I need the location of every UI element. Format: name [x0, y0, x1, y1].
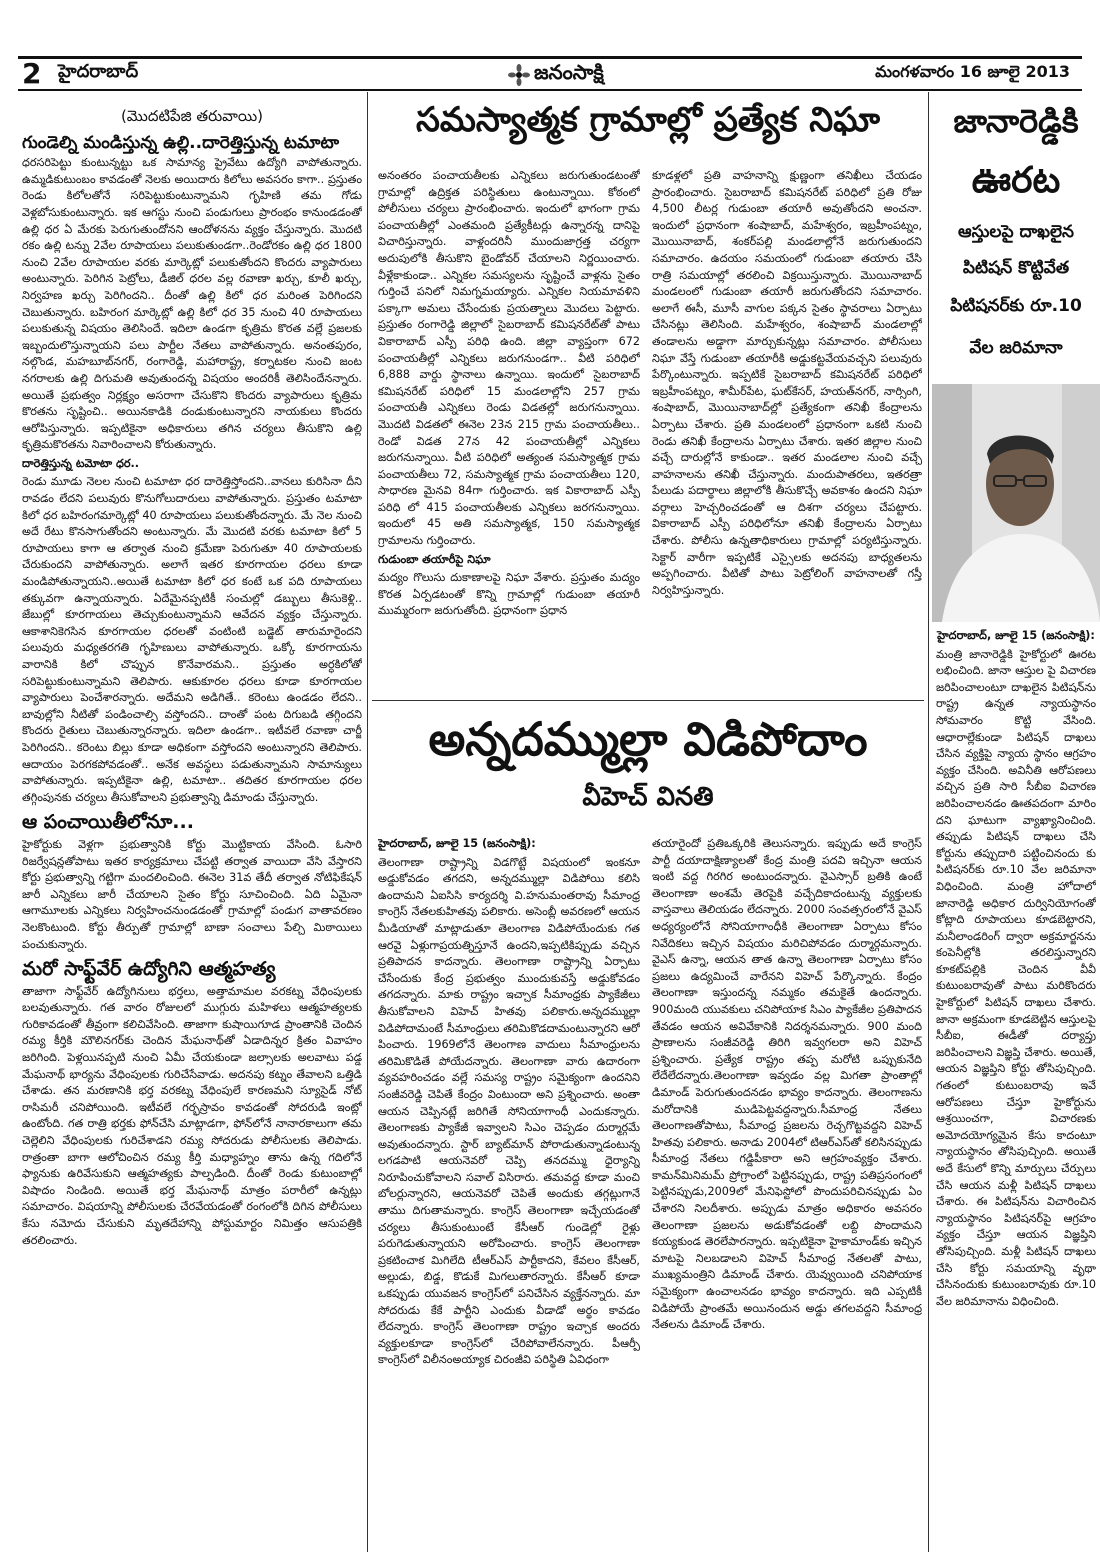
- person-portrait-icon: [932, 384, 1100, 622]
- paragraph: తెలంగాణా రాష్ట్రాన్ని విడగొట్టే విషయంలో ఇంకనూ అడ్డుకోవడం తగదని, అన్నదమ్ముల్లా విడిపోయి కలిసి ఉందామని ఏఐసిసి కార్యదర్శి వి.హనుమంతరావు సీమాంధ్ర కాంగ్రెస్ నేతలకుహితవు పలికారు. అసెంబ్లీ అవరణలో ఆయన మీడియాతో మాట్లాడుతూ తెలంగాణ విడిపోయేందుకు గత ఆరవై ఏళ్లుగాప్రయత్నిస్తూనే ఉందని,ఇప్పటికిప్పుడు వచ్చిన ప్రతిపాదన కాదన్నారు. తెలంగాణా రాష్ట్రాన్ని ఏర్పాటు చేసేందుకు కేంద్ర ప్రభుత్వం ముందుకువస్తే అడ్డుకోవడం తగదన్నారు. మాకు రాష్ట్రం ఇచ్చాక సీమాంధ్రకు ప్యాకేజీలు తీసుకోవాలని విహెచ్ హితవు పలికారు.అన్నదమ్ముల్లా విడిపోదామంటే సీమాంధ్రులు తరిమికొడదామంటున్నారని ఆరో పించారు. 1969లోనే తెలంగాణ వాదులు సీమాంధ్రులను తరిమికొడితే పోయేదన్నారు. తెలంగాణా వారు ఉదారంగా వ్యవహరించడం వల్లే సమస్య రాష్ట్రం సమైక్యంగా ఉందనిని సంజీవరెడ్డి చెపితే కేంద్రం వింటుందా అని ప్రశ్నించారు. అంతా ఆయన చెప్పినట్లే జరిగితే సోనియాగాంధీ ఎందుకన్నారు. తెలంగాణకు ప్యాకేజీ ఇవ్వాలని సిఎం చెప్పడం దుర్మార్గమే అవుతుందన్నారు. స్టార్ బ్యాట్‌మాన్ పోరాడుతున్నాడంటున్న లగడపాటి ఆయనెవరో చెప్పి తనదమ్ము ధైర్యాన్ని నిరూపించుకోవాలని సవాల్ విసిరారు. తమవద్ద కూడా మంచి బోలర్లున్నారని, ఆయనెవరో చెపితే అందుకు తగ్గట్లుగానే తాము దిగుతామన్నారు. కాంగ్రెస్ తెలంగాణా ఇచ్చేయడంతో చర్యలు తీసుకుంటుంటే కేసీఆర్ గుండెల్లో రైళ్లు పరుగెడుతున్నాయని అరోపించారు. కాంగ్రెస్ తెలంగాణా ప్రకటించాక మిగిలేది టీఆర్ఎస్ పార్టీకాదని, కేవలం కేసీఆర్, అల్లుడు, బిడ్డ, కొడుకే మిగలుతారన్నారు. కేసీఆర్ కూడా ఒకప్పుడు యువజన కాంగ్రెస్‌లో పనిచేసిన వ్యక్తేనన్నారు. మా సోదరుడు కేకే పార్టీని ఎందుకు వీడాడో అర్థం కావడం లేదన్నారు. కాంగ్రెస్ తెలంగాణా రాష్ట్రం ఇచ్చాక అందరు వ్యక్తులకూడా కాంగ్రెస్‌లో చేరిపోవాలేనన్నారు. పీఆర్పీ కాంగ్రెస్‌లో విలీనంఅయ్యాక చిరంజీవి పరిస్థితి ఏవిధంగా: [378, 855, 640, 1367]
- sidebar-deck: వేల జరిమానా: [969, 338, 1063, 358]
- paragraph: హైకోర్టుకు వెళ్లగా ప్రభుత్వానికి కోర్టు మొట్టికాయ వేసింది. ఓసారి రిజర్వేషన్లతోపాటు ఇతర కార్యక్రమాలు చేపట్టి తర్వాత వాయిదా వేసి వేస్తారని కోర్టు ప్రభుత్వాన్ని గట్టిగా మందలించింది. ఈనెల 31వ తేదీ తర్వాత నోటిఫికేషన్ జారీ ఎన్నికలు జారీ చేయాలని సైతం కోర్టు సూచించింది. ఏది ఏమైనా ఆగామూలకు ఎన్నికలు నిర్వహించనుండడంతో గ్రామాల్లో పండుగ వాతావరణం నెలకొంటుంది. కోర్టు తీర్పుతో గ్రామాల్లో బాణా సంచాలు పేల్చి మిఠాయిలు పంచుకున్నారు.: [22, 837, 362, 951]
- top-story-column-2: [652, 168, 922, 696]
- paragraph: అనంతరం పంచాయతీలకు ఎన్నికలు జరుగుతుండటంతో గ్రామాల్లో ఉద్రిక్తత పరిస్థితులు ఉంటున్నాయి. కోఠంలో పోలీసులు చర్యలు ప్రారంభించారు. ఇందులో భాగంగా గ్రామ పంచాయతీల్లో ఎంతమంది ప్రత్యేకీటర్లు ఉన్నారన్న దానిపై విచారిస్తున్నారు. వాళ్లందరినీ ముందుజాగ్రత్త చర్యగా అదుపులోకి తీసుకొని బైండోవర్ చేయాలని నిర్ణయించారు. వీళ్లేకాకుండా.. ఎన్నికల సమస్యలను సృష్టించే వాళ్లను సైతం గుర్తించే పనిలో నిమగ్నమయ్యారు. ఎన్నికల నియమావళిని పక్కాగా అమలు చేసేందుకు ప్రయత్నాలు మొదలు పెట్టారు. ప్రస్తుతం రంగారెడ్డి జిల్లాలో సైబరాబాద్ కమిషనరేట్‌తో పాటు వికారాబాద్ ఎస్పీ పరిధి ఉంది. జిల్లా వ్యాప్తంగా 672 పంచాయతీల్లో ఎన్నికలు జరుగనుండగా.. వీటి పరిధిలో 6,888 వార్డు స్థానాలు ఉన్నాయి. ఇందులో సైబరాబాద్ కమిషనరేట్ పరిధిలో 15 మండలాల్లోని 257 గ్రామ పంచాయతీ ఎన్నికలు రెండు విడతల్లో జరుగనున్నాయి. మొదటి విడతలో ఈనెల 23న 215 గ్రామ పంచాయతీలు.. రెండో విడత 27న 42 పంచాయతీల్లో ఎన్నికలు జరుగనున్నాయి. వీటి పరిధిలో అత్యంత సమస్యాత్మక గ్రామ పంచాయతీలు 72, సమస్యాత్మక గ్రామ పంచాయతీలు 120, సాధారణ మైనవి 84గా గుర్తించారు. ఇక వికారాబాద్ ఎస్పీ పరిధి లో 415 పంచాయతీలకు ఎన్నికలు జరగనున్నాయి. ఇందులో 45 అతి సమస్యాత్మక, 150 సమస్యాత్మక గ్రామాలను గుర్తించారు.: [378, 169, 640, 548]
- main-story-subhead: వీహెచ్ వినతి: [582, 782, 714, 812]
- story-headline: గుండెల్ని మండిస్తున్న ఉల్లి..దారెత్తిస్తున్న టమాటా: [22, 132, 340, 153]
- top-story-headline: సమస్యాత్మక గ్రామాల్లో ప్రత్యేక నిఘా: [416, 100, 880, 140]
- paragraph: తయారైందో ప్రతిఒక్కరికి తెలుసన్నారు. ఇప్పుడు అదే కాంగ్రెస్ పార్టీ దయాదాక్షిణ్యాలతో కేంద్ర మంత్రి పదవి ఇచ్చినా ఆయన ఇంటి వద్ద గిరగిర అంటుందన్నారు. వైఎస్సార్ బ్రతికి ఉంటే తెలంగాణా అంశమే తెరపైకి వచ్చేదికాదంటున్న వ్యక్తులకు వాస్తవాలు తెలియడం లేదన్నారు. 2000 సంవత్సరంలోనే వైఎస్ అధ్యర్యంలోనే సోనియాగాంధీకి తెలంగాణా ఏర్పాటు కోసం నివేదికలు ఇచ్చిన విషయం మరిచిపోవడం దుర్మార్గమన్నారు. వైఎస్ ఉన్నా, ఆయన తాత ఉన్నా తెలంగాణా ఏర్పాటు కోసం ప్రజలు ఉద్యమించే వారేనని విహెచ్ పేర్కొన్నారు. కేంద్రం తెలంగాణా ఇస్తుందన్న నమ్మకం తమకైతే ఉందన్నారు. 900మంది యువకులు చనిపోయాక సిఎం ప్యాకేజీల ప్రతిపాదన తేవడం ఆయన అవివేకానికి నిదర్శనమన్నారు. 900 మంది ప్రాణాలను సంజీవరెడ్డి తిరిగి ఇవ్వగలరా అని విహెచ్ ప్రశ్నించారు. ప్రత్యేక రాష్ట్రం తప్ప మరోటి ఒప్పుకునేది లేదేలేదన్నారు.తెలంగాణా ఇవ్వడం వల్ల మిగతా ప్రాంతాల్లో డిమాండ్ పెరుగుతుందనడం భావ్యం కాదన్నారు. తెలంగాణను మరోదానికి ముడిపెట్టవద్దన్నారు.సీమాంధ్ర నేతలు తెలంగాణతోపాటు, సీమాంధ్ర ప్రజలను రెచ్చగొట్టవద్దని విహెచ్ హితవు పలికారు. అనాడు 2004లో టిఆర్ఎస్‌తో కలిసినప్పుడు సీమాంధ్ర నేతలు గడ్డిపీకారా అని ఆగ్రహంవ్యక్తం చేశారు. కామన్‌మినిమమ్ ప్రోగ్రాంలో పెట్టినప్పుడు, రాష్ట్ర పతిప్రసంగంలో పెట్టినప్పుడు,2009లో మేనిఫెస్టోలో పొందుపరిచినప్పుడు ఏం చేశారని నిలదీశారు. అప్పుడు మాత్రం అధికారం అవసరం తెలంగాణా ప్రజలను అడుకోవడంతో లబ్ది పొందామని కయ్యకుండ తెరలేపారన్నారు. ఇప్పటికైనా హైకామాండ్‌కు ఇచ్చిన మాటపై నిలబడాలని విహెచ్ సీమాంధ్ర నేతలతో పాటు, ముఖ్యమంత్రిని డిమాండ్ చేశారు. యెవ్వుయింది చనిపోయాక సమైక్యంగా ఉంచాలనడం భావ్యం కాదన్నారు. ఇది ఎప్పటికీ విడిపోయే ప్రాంతమే అయినందున అడ్డు తగలవద్దని సీమాంధ్ర నేతలను డిమాండ్ చేశారు.: [652, 837, 922, 1332]
- issue-date: మంగళవారం 16 జూలై 2013: [875, 62, 1070, 81]
- newspaper-logo: [508, 60, 604, 89]
- portrait-photo: [932, 384, 1100, 622]
- story-separator: [372, 700, 924, 701]
- logo-text: జనంసాక్షి: [534, 60, 604, 84]
- flower-emblem-icon: [508, 64, 530, 86]
- continued-note: (మొదటిపేజి తరువాయి): [120, 108, 264, 125]
- dateline: హైదరాబాద్, జూలై 15 (జనంసాక్షి):: [378, 837, 536, 850]
- main-story-headline: అన్నదమ్ముల్లా విడిపోదాం: [428, 712, 868, 766]
- sidebar-deck: పిటిషన్ కొట్టివేత: [962, 258, 1070, 278]
- paragraph: కూడళ్లలో ప్రతి వాహనాన్ని క్షుణ్ణంగా తనిఖీలు చేయడం ప్రారంభించారు. సైబరాబాద్ కమిషనరేట్ పరిధిలో ప్రతి రోజు 4,500 లీటర్ల గుడుంబా తయారీ అవుతోందని అంచనా. ఇందులో ప్రధానంగా శంషాబాద్, మహేశ్వరం, ఇబ్రహీంపట్నం, మొయినాబాద్, శంకర్‌పల్లి మండలాల్లోనే జరుగుతుందని సమాచారం. ఉదయం సమయంలో గుడుంబా తయారు చేసి రాత్రి సమయాల్లో తరలించి విక్రయిస్తున్నారు. మొయినాబాద్ మండలంలో గుడుంబా తయారీ జరుగుతోందని సమాచారం. అలాగే ఈసీ, మూసీ వాగుల పక్కన సైతం స్థావరాలు ఏర్పాటు చేసినట్లు తెలిసింది. మహేశ్వరం, శంషాబాద్ మండలాల్లో తండాలను అడ్డాగా మార్చుకున్నట్లు సమాచారం. పోలీసులు నిఘా వేస్తే గుడుంబా తయారీకి అడ్డుకట్టవేయవచ్చని పలువురు పేర్కొంటున్నారు. ఇప్పటికే సైబరాబాద్ కమిషనరేట్ పరిధిలో ఇబ్రహీంపట్నం, శామీర్‌పేట, ఘట్‌కేసర్, హయత్‌నగర్, నార్సింగి, శంషాబాద్, మొయినాబాద్‌ల్లో ప్రత్యేకంగా తనిఖీ కేంద్రాలను ఏర్పాటు చేశారు. ప్రతి మండలంలో ప్రధానంగా ఒకటి నుంచి రెండు తనిఖీ కేంద్రాలను ఏర్పాటు చేశారు. ఇతర జిల్లాల నుంచి వచ్చే దారుల్లోనే కాకుండా.. ఇతర మండలాల నుంచి వచ్చే వాహనాలను తనిఖీ చేస్తున్నారు. మందుపాతరలు, ఇతరత్రా పేలుడు పదార్థాలు జిల్లాలోకి తీసుకొచ్చే అవకాశం ఉందని నిఘా వర్గాలు హెచ్చరించడంతో ఆ దిశగా చర్యలు చేపట్టారు. వికారాబాద్ ఎస్పీ పరిధిలోనూ తనిఖీ కేంద్రాలను ఏర్పాటు చేశారు. పోలీసు ఉన్నతాధికారులు గ్రామాల్లో పర్యటిస్తున్నారు. సెక్టార్ వారీగా ఇప్పటికే ఎస్సైలకు అదనపు బాధ్యతలను అప్పగించారు. వీటితో పాటు పెట్రోలింగ్ వాహనాలతో గస్తీ నిర్వహిస్తున్నారు.: [652, 169, 922, 597]
- sidebar-deck: పిటిషనర్‌కు రూ.10: [950, 296, 1082, 316]
- sidebar-headline: ఊరట: [971, 160, 1061, 201]
- page-number: 2: [22, 57, 42, 90]
- sidebar-body: [936, 628, 1096, 1554]
- paragraph: మంత్రి జానారెడ్డికి హైకోర్టులో ఊరట లభించింది. జానా ఆస్తుల పై విచారణ జరిపించాలంటూ దాఖలైన పిటిషన్‌ను రాష్ట్ర ఉన్నత న్యాయస్థానం సోమవారం కొట్టి వేసింది. ఆధారాల్లేకుండా పిటిషన్ దాఖలు చేసిన వ్యక్తిపై న్యాయ స్థానం ఆగ్రహం వ్యక్తం చేసింది. అవినీతి ఆరోపణలు వచ్చిన ప్రతి సారి సీబీఐ విచారణ జరిపించాలనడం ఊతపదంగా మారిం దని ఘాటుగా వ్యాఖ్యానించింది. తప్పుడు పిటిషన్ దాఖలు చేసి కోర్టును తప్పుదారి పట్టించినందు కు పిటిషనర్‌కు రూ.10 వేల జరిమానా విధించింది. మంత్రి హోదాలో జానారెడ్డి అధికార దుర్వినియోగంతో కోట్లాది రూపాయలు కూడబెట్టారని, మనీలాండరింగ్ ద్వారా అక్రమార్జనను కంపెనీల్లోకి తరలిస్తున్నారని కూకట్‌పల్లికి చెందిన వీవీ కుటుంబరావుతో పాటు మరికొందరు హైకోర్టులో పిటిషన్ దాఖలు చేశారు. జానా అక్రమంగా కూడబెట్టిన ఆస్తులపై సీబీఐ, ఈడీతో దర్యాప్తు జరిపించాలని విజ్ఞప్తి చేశారు. అయితే, ఆయన విజ్ఞప్తిని కోర్టు తోసిపుచ్చింది. గతంలో కుటుంబరావు ఇవే ఆరోపణలు చేస్తూ హైకోర్టును ఆశ్రయించగా, విచారణకు అమోదయోగ్యమైన కేసు కాదంటూ న్యాయస్థానం తోసిపుచ్చింది. అయితే అదే కేసులో కొన్ని మార్పులు చేర్పులు చేసి ఆయన మళ్లీ పిటిషన్ దాఖలు చేశారు. ఈ పిటిషన్‌ను విచారించిన న్యాయస్థానం పిటిషనర్‌పై ఆగ్రహం వ్యక్తం చేస్తూ ఆయన విజ్ఞప్తిని తోసిపుచ్చింది. మళ్లీ పిటిషన్ దాఖలు చేసి కోర్టు సమయాన్ని వృథా చేసినందుకు కుటుంబరావుకు రూ.10 వేల జరిమానాను విధించింది.: [936, 647, 1096, 1308]
- paragraph: ధరసరిపెట్టు కుంటున్నట్టు ఒక సామాన్య ప్రైవేటు ఉద్యోగి వాపోతున్నారు. ఉమ్మడికుటుంబం కావడంతో నెలకు అయిదారు కిలోలు అవసరం కాగా.. ప్రస్తుతం రెండు కిలోలతోనే సరిపెట్టుకుంటున్నామని గృహిణి తమ గోడు వెళ్లబోసుకుంటున్నారు. ఇక ఆగస్టు నుంచి పండుగులు ప్రారంభం కానుండడంతో ఉల్లి ధర ఏ మేరకు పెరుగుతుందోనని ఆందోళనను వ్యక్తం చేస్తున్నారు. మొదటి రకం ఉల్లి టన్ను 2వేల రూపాయలు పలుకుతుండగా..రెండోరకం ఉల్లి ధర 1800 నుంచి 2వేల రూపాయల వరకు మార్కెట్లో పలుకుతోందని కొందరు వ్యాపారులు అంటున్నారు. పెరిగిన పెట్రోలు, డీజిల్ ధరల వల్ల రవాణా ఖర్చు, కూలీ ఖర్చు, నిర్వహణ ఖర్చు పెరిగిందని.. దీంతో ఉల్లి కిలో ధర మరింత పెరిగిందని చెబుతున్నారు. బహిరంగ మార్కెట్లో ఉల్లి కిలో ధర 35 నుంచి 40 రూపాయలు పలుకుతున్న విషయం తెలిసిందే. ఇదిలా ఉండగా కృత్రిమ కొరత వల్లే ప్రజలకు ఇబ్బందులొస్తున్నాయని పలు పార్టీల నేతలు వాపోతున్నారు. అనంతపురం, నల్గొండ, మహబూబ్‌నగర్, రంగారెడ్డి, మహారాష్ట్ర, కర్నాటకల నుంచి జంట నగరాలకు ఉల్లి దిగుమతి అవుతుందన్న విషయం అందరికీ తెలిసిందేనన్నారు. అయితే ప్రభుత్వం నిర్లక్ష్యం అసరాగా చేసుకొని కొందరు వ్యాపారులు కృత్రిమ కొరతను సృష్టించి.. అయినకాడికి దండుకుంటున్నారని నాయకులు కొందరు ఆరోపిస్తున్నారు. ఇప్పటికైనా అధికారులు తగిన చర్యలు తీసుకొని ఉల్లి కృత్రిమకొరతను నివారించాలని కోరుతున్నారు.: [22, 156, 362, 452]
- subheading: ఆ పంచాయితీలోనూ...: [22, 811, 194, 834]
- main-story-column-2: [652, 836, 922, 1554]
- dateline: హైదరాబాద్, జూలై 15 (జనంసాక్షి):: [937, 629, 1095, 642]
- paragraph: తాజాగా సాఫ్ట్‌వేర్ ఉద్యోగినులు భర్తలు, అత్తామామల వరకట్న వేధింపులకు బలవుతున్నారు. గత వారం రోజులలో ముగ్గురు మహిళలు ఆత్మహత్యలకు గురికావడంతో తీవ్రంగా కలిచివేసింది. తాజాగా కుషాయిగూడ ప్రాంతానికి చెందిన రమ్య కీర్తికి మౌలినగర్‌కు చెందిన మేఘనాథ్‌తో ఏడాదిన్నర క్రితం వివాహం జరిగింది. పెళ్లయినప్పటి నుంచి ఏమీ చేయకుండా జల్సాలకు అలవాటు పడ్డ మేఘనాథ్ భార్యను వేధింపులకు గురిచేసేవాడు. అదనపు కట్నం తేవాలని ఒత్తిడి చేశాడు. తన మరణానికి భర్త వరకట్న వేధింపులే కారణమని స్యూసైడ్ నోట్ రాసిమరీ చనిపోయింది. ఇటీవలే గర్భస్రావం కావడంతో సోదరుడి ఇంట్లో ఉంటోంది. గత రాత్రి భర్తకు ఫోన్‌చేసి మాట్లాడగా, ఫోన్‌లోనే నానారకాలుగా తమ చెల్లెలిని వేధింపులకు గురిచేశాడని రమ్య సోదరుడు పోలీసులకు తెలిపాడు. రాత్రంతా బాగా ఆలోచించిన రమ్య కీర్తి మధ్యాహ్నం తాను ఉన్న గదిలోనే ఫ్యానుకు ఉరివేసుకుని ఆత్మహత్యకు పాల్పడింది. దీంతో రెండు కుటుంబాల్లో విషాదం నిండింది. అయితే భర్త మేఘనాథ్ మాత్రం పరారీలో ఉన్నట్లు సమాచారం. విషయాన్ని పోలీసులకు చేరవేయడంతో రంగంలోకి దిగిన పోలీసులు కేసు నమోదు చేసుకుని మృతదేహాన్ని పోస్టుమార్టం నిమిత్తం ఆసుపత్రికి తరలించారు.: [22, 984, 362, 1247]
- section-city: హైదరాబాద్: [58, 61, 139, 82]
- masthead: [18, 56, 1082, 91]
- left-column: [22, 108, 362, 1554]
- paragraph: మద్యం గొలుసు దుకాణాలపై నిఘా వేశారు. ప్రస్తుతం మద్యం కొరత ఏర్పడటంతో కొన్ని గ్రామాల్లో గుడుంబా తయారీ ముమ్మరంగా జరుగుతోంది. ప్రధానంగా ప్రధాన: [378, 571, 640, 618]
- top-story-column-1: [378, 168, 640, 696]
- sidebar-headline: జానారెడ్డికి: [953, 102, 1079, 140]
- column-rule: [367, 92, 368, 1552]
- story-headline: మరో సాఫ్ట్‌వేర్ ఉద్యోగిని ఆత్మహత్య: [22, 958, 276, 981]
- paragraph: దారెత్తిస్తున్న టమోటా ధర..: [22, 456, 140, 470]
- column-rule: [928, 92, 929, 1552]
- main-story-column-1: [378, 836, 640, 1554]
- subheading: గుడుంబా తయారీపై నిఘా: [378, 552, 491, 566]
- sidebar-deck: ఆస్తులపై దాఖలైన: [958, 222, 1074, 242]
- paragraph: రెండు మూడు నెలల నుంచి టమాటా ధర దారెత్తిస్తోందని..వానలు కురిసినా దీని రావడం లేదని పలువురు కొనుగోలుదారులు వాపోతున్నారు. ప్రస్తుతం టమాటా కిలో ధర బహిరంగమార్కెట్లో 40 రూపాయలు పలుకుతోందన్నారు. మే నెల నుంచి అదే రేటు కొనసాగుతోందని అంటున్నారు. మే మొదటి వరకు టమాటా కిలో 5 రూపాయలు కాగా ఆ తర్వాత నుంచి క్రమేణా పెరుగుతూ 40 రూపాయలకు చేరుకుందని వాపోతున్నారు. అలాగే ఇతర కూరగాయల ధరలు కూడా మండిపోతున్నాయని..అయితే టమాటా కిలో ధర కంటే ఒక పది రూపాయలు తక్కువగా ఉన్నాయన్నారు. ఏదేమైనప్పటికీ సంచుల్లో డబ్బులు తీసుకెళ్లి.. జేబుల్లో కూరగాయలు తెచ్చుకుంటున్నామని ఆవేదన వ్యక్తం చేస్తున్నారు. ఆకాశానికెగసిన కూరగాయల ధరలతో వంటింటి బడ్జెట్ తారుమారైందని పలువురు మధ్యతరగతి గృహిణులు వాపోతున్నారు. ఒక్కో కూరగాయను వారానికి కిలో చొప్పున కొనేవారమని.. ప్రస్తుతం అర్ధకిలోతో సరిపెట్టుకుంటున్నామని తెలిపారు. ఆకుకూరల ధరలు కూడా కూరగాయల వ్యాపారులు పెంచేశారన్నారు. అదేమని అడిగితే.. కరెంటు ఉండడం లేదని.. బావుల్లోని నీటితో పండించాల్సి వస్తోందని.. దాంతో పంట దిగుబడి తగ్గిందని కొందరు రైతులు చెబుతున్నారన్నారు. ఇదిలా ఉండగా.. ఇటీవలే రవాణా చార్జీ పెరిగిందని.. కరెంటు బిల్లు కూడా అధికంగా వస్తోందని అంటున్నారని తెలిపారు. ఆదాయం పెరగకపోవడంతో.. అనేక అవస్థలు పడుతున్నామని సామాన్యులు వాపోతున్నారు. ఇప్పటికైనా ఉల్లి, టమాటా.. తదితర కూరగాయల ధరల తగ్గింపునకు చర్యలు తీసుకోవాలని ప్రభుత్వాన్ని డిమాండు చేస్తున్నారు.: [22, 475, 362, 804]
